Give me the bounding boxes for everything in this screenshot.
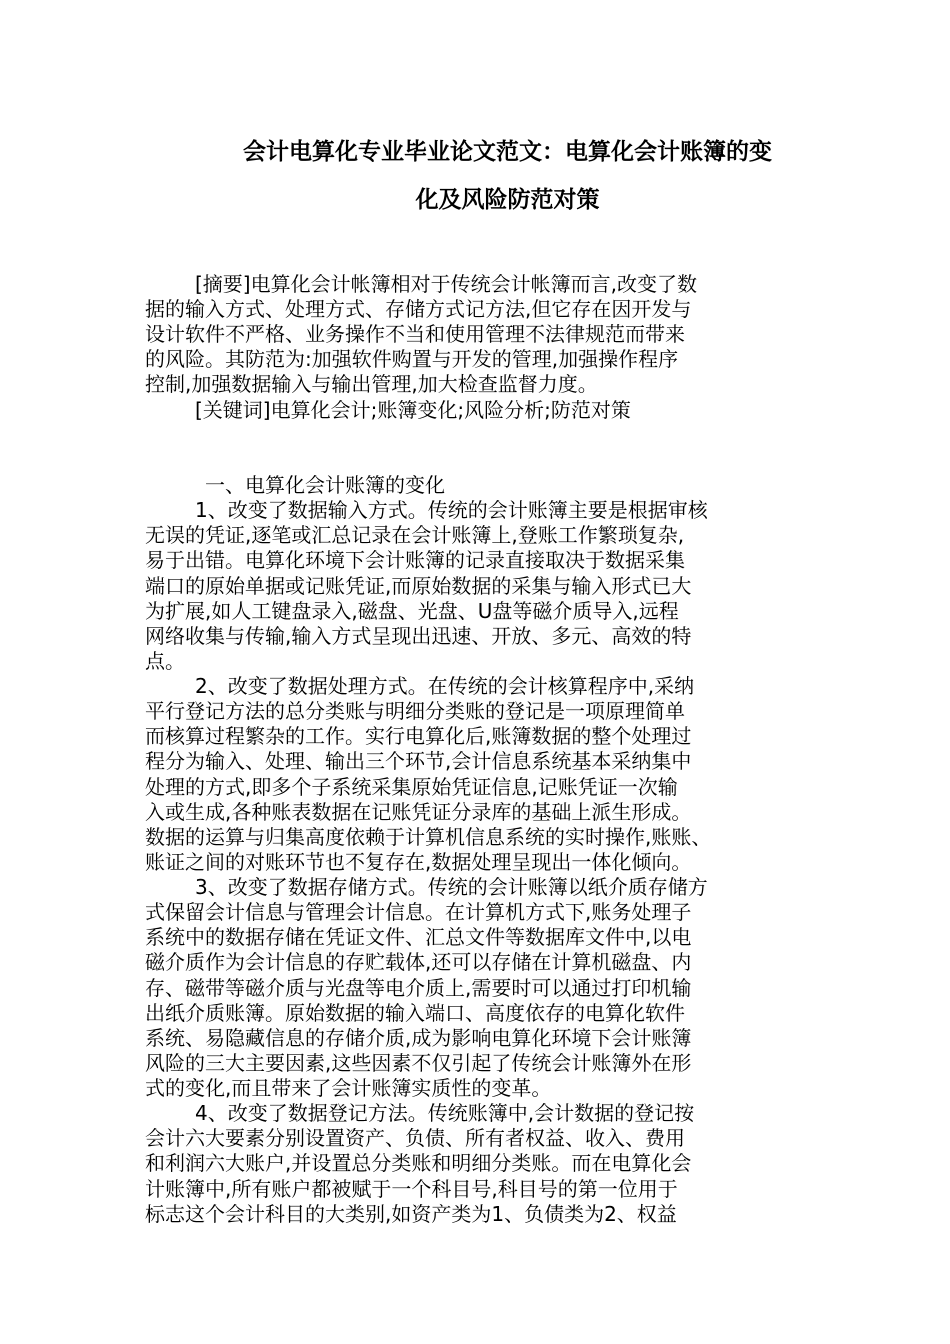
abstract-line: 据的输入方式、处理方式、存储方式记方法,但它存在因开发与 — [145, 297, 692, 321]
paragraph-line: 会计六大要素分别设置资产、负债、所有者权益、收入、费用 — [145, 1126, 685, 1150]
paragraph-line: 式保留会计信息与管理会计信息。在计算机方式下,账务处理子 — [145, 900, 692, 924]
paragraph-line: 点。 — [145, 649, 185, 673]
paragraph-line: 网络收集与传输,输入方式呈现出迅速、开放、多元、高效的特 — [145, 624, 692, 648]
paragraph-line: 数据的运算与归集高度依赖于计算机信息系统的实时操作,账账、 — [145, 825, 712, 849]
paragraph-line: 系统中的数据存储在凭证文件、汇总文件等数据库文件中,以电 — [145, 925, 692, 949]
section-heading: 一、电算化会计账簿的变化 — [205, 473, 445, 497]
paragraph-line: 磁介质作为会计信息的存贮载体,还可以存储在计算机磁盘、内 — [145, 950, 692, 974]
paragraph-line: 式的变化,而且带来了会计账簿实质性的变革。 — [145, 1076, 552, 1100]
title-line-1: 会计电算化专业毕业论文范文：电算化会计账簿的变 — [243, 139, 772, 165]
paragraph-line: 系统、易隐藏信息的存储介质,成为影响电算化环境下会计账簿 — [145, 1026, 692, 1050]
abstract-line: 的风险。其防范为:加强软件购置与开发的管理,加强操作程序 — [145, 347, 679, 371]
paragraph-line: 无误的凭证,逐笔或汇总记录在会计账簿上,登账工作繁琐复杂, — [145, 523, 685, 547]
paragraph-line: 存、磁带等磁介质与光盘等电介质上,需要时可以通过打印机输 — [145, 976, 692, 1000]
paragraph-line: 1、改变了数据输入方式。传统的会计账簿主要是根据审核 — [195, 498, 708, 522]
paragraph-line: 3、改变了数据存储方式。传统的会计账簿以纸介质存储方 — [195, 875, 708, 899]
paragraph-line: 而核算过程繁杂的工作。实行电算化后,账簿数据的整个处理过 — [145, 724, 692, 748]
paragraph-line: 2、改变了数据处理方式。在传统的会计核算程序中,采纳 — [195, 674, 695, 698]
paragraph-line: 入或生成,各种账表数据在记账凭证分录库的基础上派生形成。 — [145, 800, 692, 824]
paragraph-line: 端口的原始单据或记账凭证,而原始数据的采集与输入形式已大 — [145, 574, 692, 598]
paragraph-line: 风险的三大主要因素,这些因素不仅引起了传统会计账簿外在形 — [145, 1051, 692, 1075]
abstract-line: 控制,加强数据输入与输出管理,加大检查监督力度。 — [145, 372, 598, 396]
paragraph-line: 4、改变了数据登记方法。传统账簿中,会计数据的登记按 — [195, 1101, 695, 1125]
paragraph-line: 处理的方式,即多个子系统采集原始凭证信息,记账凭证一次输 — [145, 775, 678, 799]
paragraph-line: 程分为输入、处理、输出三个环节,会计信息系统基本采纳集中 — [145, 749, 692, 773]
paragraph-line: 易于出错。电算化环境下会计账簿的记录直接取决于数据采集 — [145, 548, 685, 572]
abstract-line: [摘要]电算化会计帐簿相对于传统会计帐簿而言,改变了数 — [195, 272, 697, 296]
keywords-line: [关键词]电算化会计;账簿变化;风险分析;防范对策 — [195, 398, 631, 422]
paragraph-line: 标志这个会计科目的大类别,如资产类为1、负债类为2、权益 — [145, 1202, 677, 1226]
paragraph-line: 和利润六大账户,并设置总分类账和明细分类账。而在电算化会 — [145, 1151, 692, 1175]
paragraph-line: 出纸介质账簿。原始数据的输入端口、高度依存的电算化软件 — [145, 1001, 685, 1025]
abstract-line: 设计软件不严格、业务操作不当和使用管理不法律规范而带来 — [145, 322, 685, 346]
title-line-2: 化及风险防范对策 — [415, 187, 600, 213]
paragraph-line: 账证之间的对账环节也不复存在,数据处理呈现出一体化倾向。 — [145, 850, 692, 874]
paragraph-line: 为扩展,如人工键盘录入,磁盘、光盘、U盘等磁介质导入,远程 — [145, 599, 679, 623]
paragraph-line: 平行登记方法的总分类账与明细分类账的登记是一项原理简单 — [145, 699, 685, 723]
paragraph-line: 计账簿中,所有账户都被赋于一个科目号,科目号的第一位用于 — [145, 1177, 678, 1201]
